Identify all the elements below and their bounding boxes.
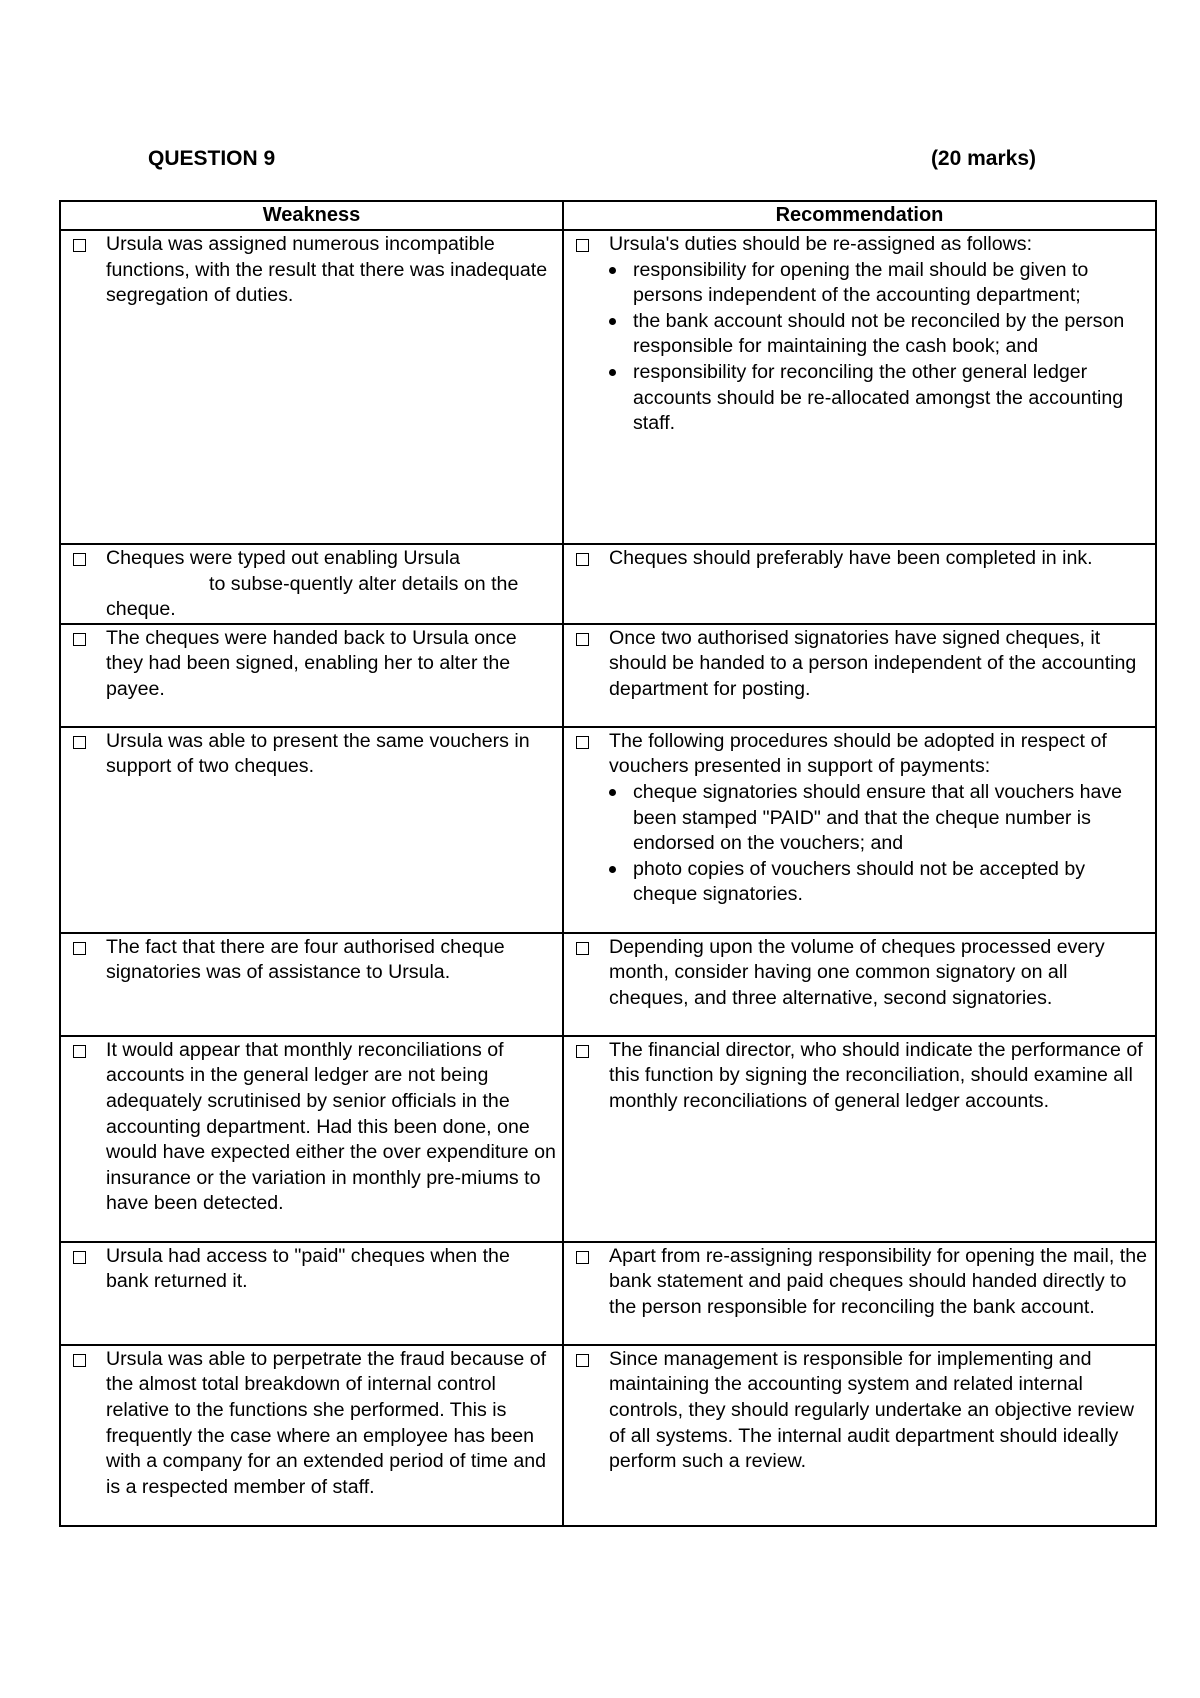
table-row	[60, 624, 1156, 727]
table-row	[60, 1242, 1156, 1345]
weakness-recommendation-table	[59, 200, 1157, 1527]
weakness-cell	[60, 1345, 563, 1526]
weakness-text: Ursula was assigned numerous incompatible functions, with the result that there was inadequate segregation of duties.	[106, 233, 548, 307]
weakness-text-start: Cheques were typed out enabling Ursula	[106, 547, 460, 569]
recommendation-cell	[563, 933, 1156, 1036]
weakness-cell	[60, 624, 563, 727]
table-row	[60, 1345, 1156, 1526]
list-item	[609, 360, 1149, 437]
table-row	[60, 544, 1156, 624]
recommendation-text: Depending upon the volume of cheques processed every month, consider having one common signatory on all cheques, and three alternative, second signatories.	[609, 935, 1105, 1009]
recommendation-cell	[563, 230, 1156, 544]
recommendation-cell	[563, 727, 1156, 933]
list-item	[609, 780, 1149, 857]
recommendation-text: Ursula's duties should be re-assigned as follows:	[609, 233, 1033, 255]
header-recommendation: Recommendation	[563, 201, 1156, 230]
weakness-text: Ursula had access to "paid" cheques when the bank returned it.	[106, 1244, 510, 1293]
weakness-cell	[60, 544, 563, 624]
checkbox-icon	[576, 1045, 589, 1058]
weakness-text: It would appear that monthly reconciliations of accounts in the general ledger are not being adequately scrutinised by senior officials in the accounting department. Had this been done, one would have expected either the over expenditure on insurance or the variation in monthly pre-miums to have been detected.	[106, 1038, 556, 1215]
weakness-cell	[60, 1242, 563, 1345]
bullet-text: the bank account should not be reconciled by the person responsible for maintaining the cash book; and	[633, 309, 1125, 358]
checkbox-icon	[73, 1251, 86, 1264]
question-title: QUESTION 9	[148, 147, 276, 170]
weakness-text: The cheques were handed back to Ursula once they had been signed, enabling her to alter the payee.	[106, 626, 517, 700]
table-row	[60, 1036, 1156, 1242]
weakness-cell	[60, 727, 563, 933]
weakness-text: The fact that there are four authorised cheque signatories was of assistance to Ursula.	[106, 935, 505, 984]
bullet-icon	[609, 369, 616, 376]
table-header-row	[60, 201, 1156, 230]
recommendation-cell	[563, 544, 1156, 624]
table-row	[60, 933, 1156, 1036]
list-item	[609, 258, 1149, 309]
list-item	[609, 857, 1149, 908]
checkbox-icon	[73, 1045, 86, 1058]
checkbox-icon	[576, 1251, 589, 1264]
weakness-text: Ursula was able to present the same vouchers in support of two cheques.	[106, 729, 530, 778]
weakness-cell	[60, 933, 563, 1036]
checkbox-icon	[73, 1354, 86, 1367]
table-row	[60, 230, 1156, 544]
checkbox-icon	[576, 239, 589, 252]
checkbox-icon	[576, 736, 589, 749]
question-heading	[148, 146, 1036, 172]
bullet-icon	[609, 267, 616, 274]
bullet-text: photo copies of vouchers should not be accepted by cheque signatories.	[633, 857, 1086, 906]
bullet-icon	[609, 318, 616, 325]
recommendation-text: The financial director, who should indicate the performance of this function by signing the reconciliation, should examine all monthly reconciliations of general ledger accounts.	[609, 1038, 1143, 1112]
bullet-text: responsibility for opening the mail should be given to persons independent of the accounting department;	[633, 258, 1089, 307]
recommendation-text: The following procedures should be adopted in respect of vouchers presented in support of payments:	[609, 729, 1107, 778]
checkbox-icon	[576, 1354, 589, 1367]
checkbox-icon	[73, 239, 86, 252]
checkbox-icon	[73, 736, 86, 749]
checkbox-icon	[73, 942, 86, 955]
checkbox-icon	[73, 553, 86, 566]
recommendation-bullets	[609, 780, 1149, 908]
weakness-text	[106, 546, 556, 623]
recommendation-text: Since management is responsible for implementing and maintaining the accounting system and related internal controls, they should regularly undertake an objective review of all systems. The internal audit department should ideally perform such a review.	[609, 1347, 1134, 1473]
bullet-icon	[609, 789, 616, 796]
checkbox-icon	[576, 942, 589, 955]
recommendation-cell	[563, 1345, 1156, 1526]
checkbox-icon	[73, 633, 86, 646]
recommendation-cell	[563, 1036, 1156, 1242]
weakness-cell	[60, 1036, 563, 1242]
list-item	[609, 309, 1149, 360]
bullet-text: responsibility for reconciling the other general ledger accounts should be re-allocated amongst the accounting staff.	[633, 360, 1124, 435]
recommendation-bullets	[609, 258, 1149, 437]
recommendation-text: Once two authorised signatories have signed cheques, it should be handed to a person independent of the accounting department for posting.	[609, 626, 1137, 700]
header-weakness: Weakness	[60, 201, 563, 230]
weakness-text: Ursula was able to perpetrate the fraud because of the almost total breakdown of internal control relative to the functions she performed. This is frequently the case where an employee has been with a company for an extended period of time and is a respected member of staff.	[106, 1347, 547, 1498]
checkbox-icon	[576, 553, 589, 566]
recommendation-text: Cheques should preferably have been completed in ink.	[609, 547, 1093, 569]
bullet-text: cheque signatories should ensure that all vouchers have been stamped "PAID" and that the cheque number is endorsed on the vouchers; and	[633, 780, 1123, 855]
table-row	[60, 727, 1156, 933]
recommendation-cell	[563, 1242, 1156, 1345]
weakness-cell	[60, 230, 563, 544]
weakness-text-end: to subse-quently alter details on the cheque.	[106, 572, 519, 621]
checkbox-icon	[576, 633, 589, 646]
question-marks: (20 marks)	[930, 147, 1036, 170]
bullet-icon	[609, 866, 616, 873]
recommendation-text: Apart from re-assigning responsibility for opening the mail, the bank statement and paid cheques should handed directly to the person responsible for reconciling the bank account.	[609, 1244, 1148, 1318]
recommendation-cell	[563, 624, 1156, 727]
